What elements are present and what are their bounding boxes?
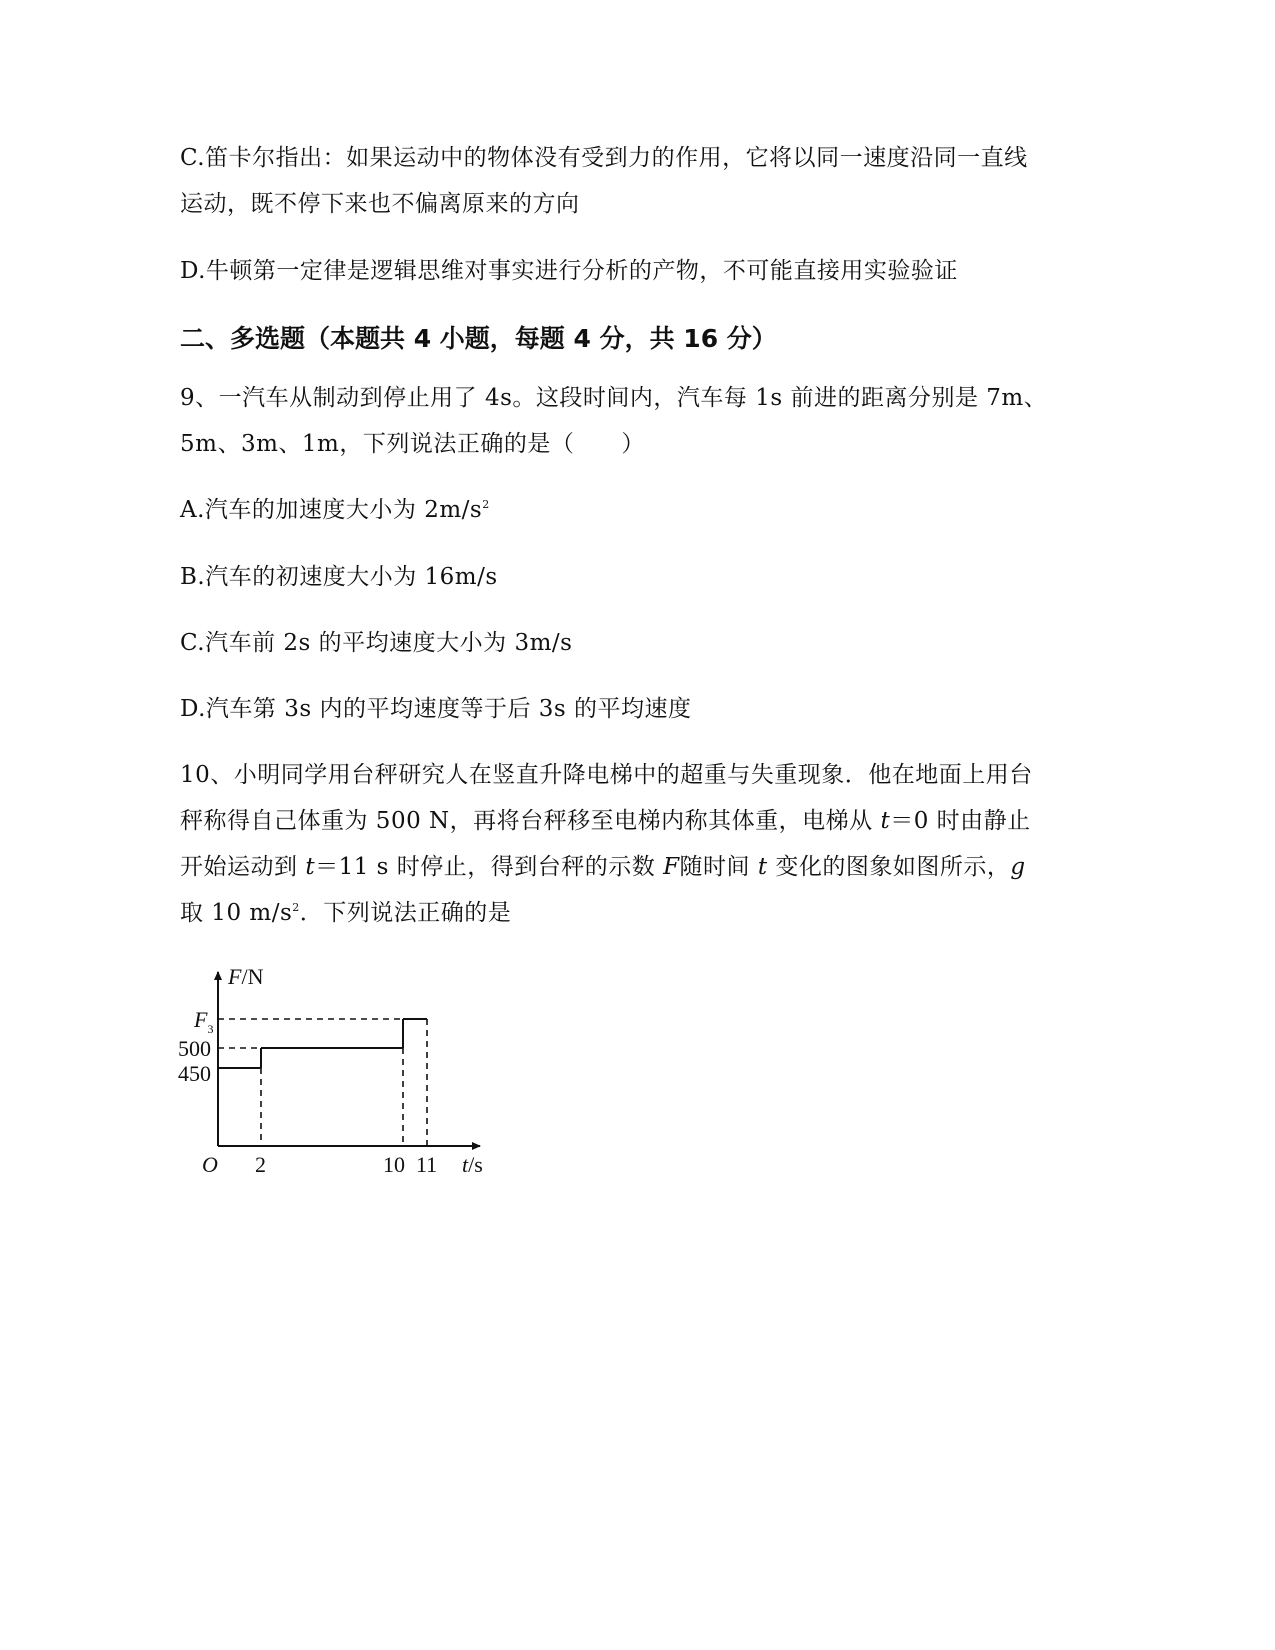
- section-heading: 二、多选题（本题共 4 小题，每题 4 分，共 16 分）: [180, 324, 777, 353]
- force-time-chart: [170, 960, 510, 1190]
- q10-line2-text-a: 秤称得自己体重为 500 N，再将台秤移至电梯内称其体重，电梯从: [180, 808, 881, 834]
- origin-label: O: [202, 1152, 218, 1177]
- y-axis-label: [227, 964, 264, 989]
- x-axis-label-unit: /s: [468, 1152, 483, 1177]
- y-axis-label-unit: /N: [241, 964, 264, 989]
- dashed-guides: [218, 1019, 427, 1146]
- q10-line3-var-t2: t: [757, 854, 768, 880]
- y-tick-450: 450: [178, 1061, 211, 1086]
- x-tick-10: 10: [383, 1152, 405, 1177]
- y-tick-f3-var: F: [194, 1007, 208, 1032]
- q10-line3-var-t: t: [305, 854, 316, 880]
- q9-option-a-text: A.汽车的加速度大小为 2m/s: [180, 497, 483, 523]
- x-tick-2: 2: [255, 1152, 266, 1177]
- q10-line3-var-g: g: [1010, 854, 1026, 880]
- option-c-line-1: C.笛卡尔指出：如果运动中的物体没有受到力的作用，它将以同一速度沿同一直线: [180, 145, 1028, 171]
- q10-line4-superscript: 2: [292, 901, 300, 914]
- q9-option-a: [180, 495, 490, 525]
- y-tick-500: 500: [178, 1036, 211, 1061]
- q10-line4-text-a: 取 10 m/s: [180, 900, 293, 926]
- x-axis-label-var: t: [462, 1152, 469, 1177]
- q10-line3-var-f: F: [663, 854, 680, 880]
- option-d-line: D.牛顿第一定律是逻辑思维对事实进行分析的产物，不可能直接用实验验证: [180, 258, 958, 284]
- q10-line4-text-b: ．下列说法正确的是: [299, 900, 512, 926]
- data-segments: [218, 1019, 427, 1068]
- x-axis-label: [462, 1152, 483, 1177]
- q10-line3-text-d: 变化的图象如图所示，: [767, 854, 1011, 880]
- q10-stem-line-2: [180, 806, 1031, 836]
- y-axis-label-var: F: [228, 964, 242, 989]
- q10-stem-line-1: 10、小明同学用台秤研究人在竖直升降电梯中的超重与失重现象．他在地面上用台: [180, 762, 1033, 788]
- x-tick-11: 11: [416, 1152, 438, 1177]
- option-c-line-2: 运动，既不停下来也不偏离原来的方向: [180, 191, 580, 217]
- q9-stem-line-2: 5m、3m、1m，下列说法正确的是（ ）: [180, 431, 645, 457]
- q9-option-c: C.汽车前 2s 的平均速度大小为 3m/s: [180, 630, 573, 656]
- q10-line2-var-t: t: [880, 808, 891, 834]
- q9-stem-line-1: 9、一汽车从制动到停止用了 4s。这段时间内，汽车每 1s 前进的距离分别是 7m、: [180, 385, 1048, 411]
- y-tick-f3: [193, 1007, 213, 1036]
- q10-stem-line-3: [180, 852, 1026, 882]
- q10-line3-text-a: 开始运动到: [180, 854, 306, 880]
- q10-line3-text-c: 随时间: [679, 854, 758, 880]
- q9-option-b: B.汽车的初速度大小为 16m/s: [180, 564, 498, 590]
- y-tick-f3-sub: 3: [207, 1022, 214, 1036]
- q9-option-a-superscript: 2: [482, 498, 490, 511]
- q10-stem-line-4: [180, 898, 511, 928]
- q9-option-d: D.汽车第 3s 内的平均速度等于后 3s 的平均速度: [180, 696, 692, 722]
- q10-line2-text-b: ＝0 时由静止: [890, 808, 1031, 834]
- q10-line3-text-b: ＝11 s 时停止，得到台秤的示数: [315, 854, 664, 880]
